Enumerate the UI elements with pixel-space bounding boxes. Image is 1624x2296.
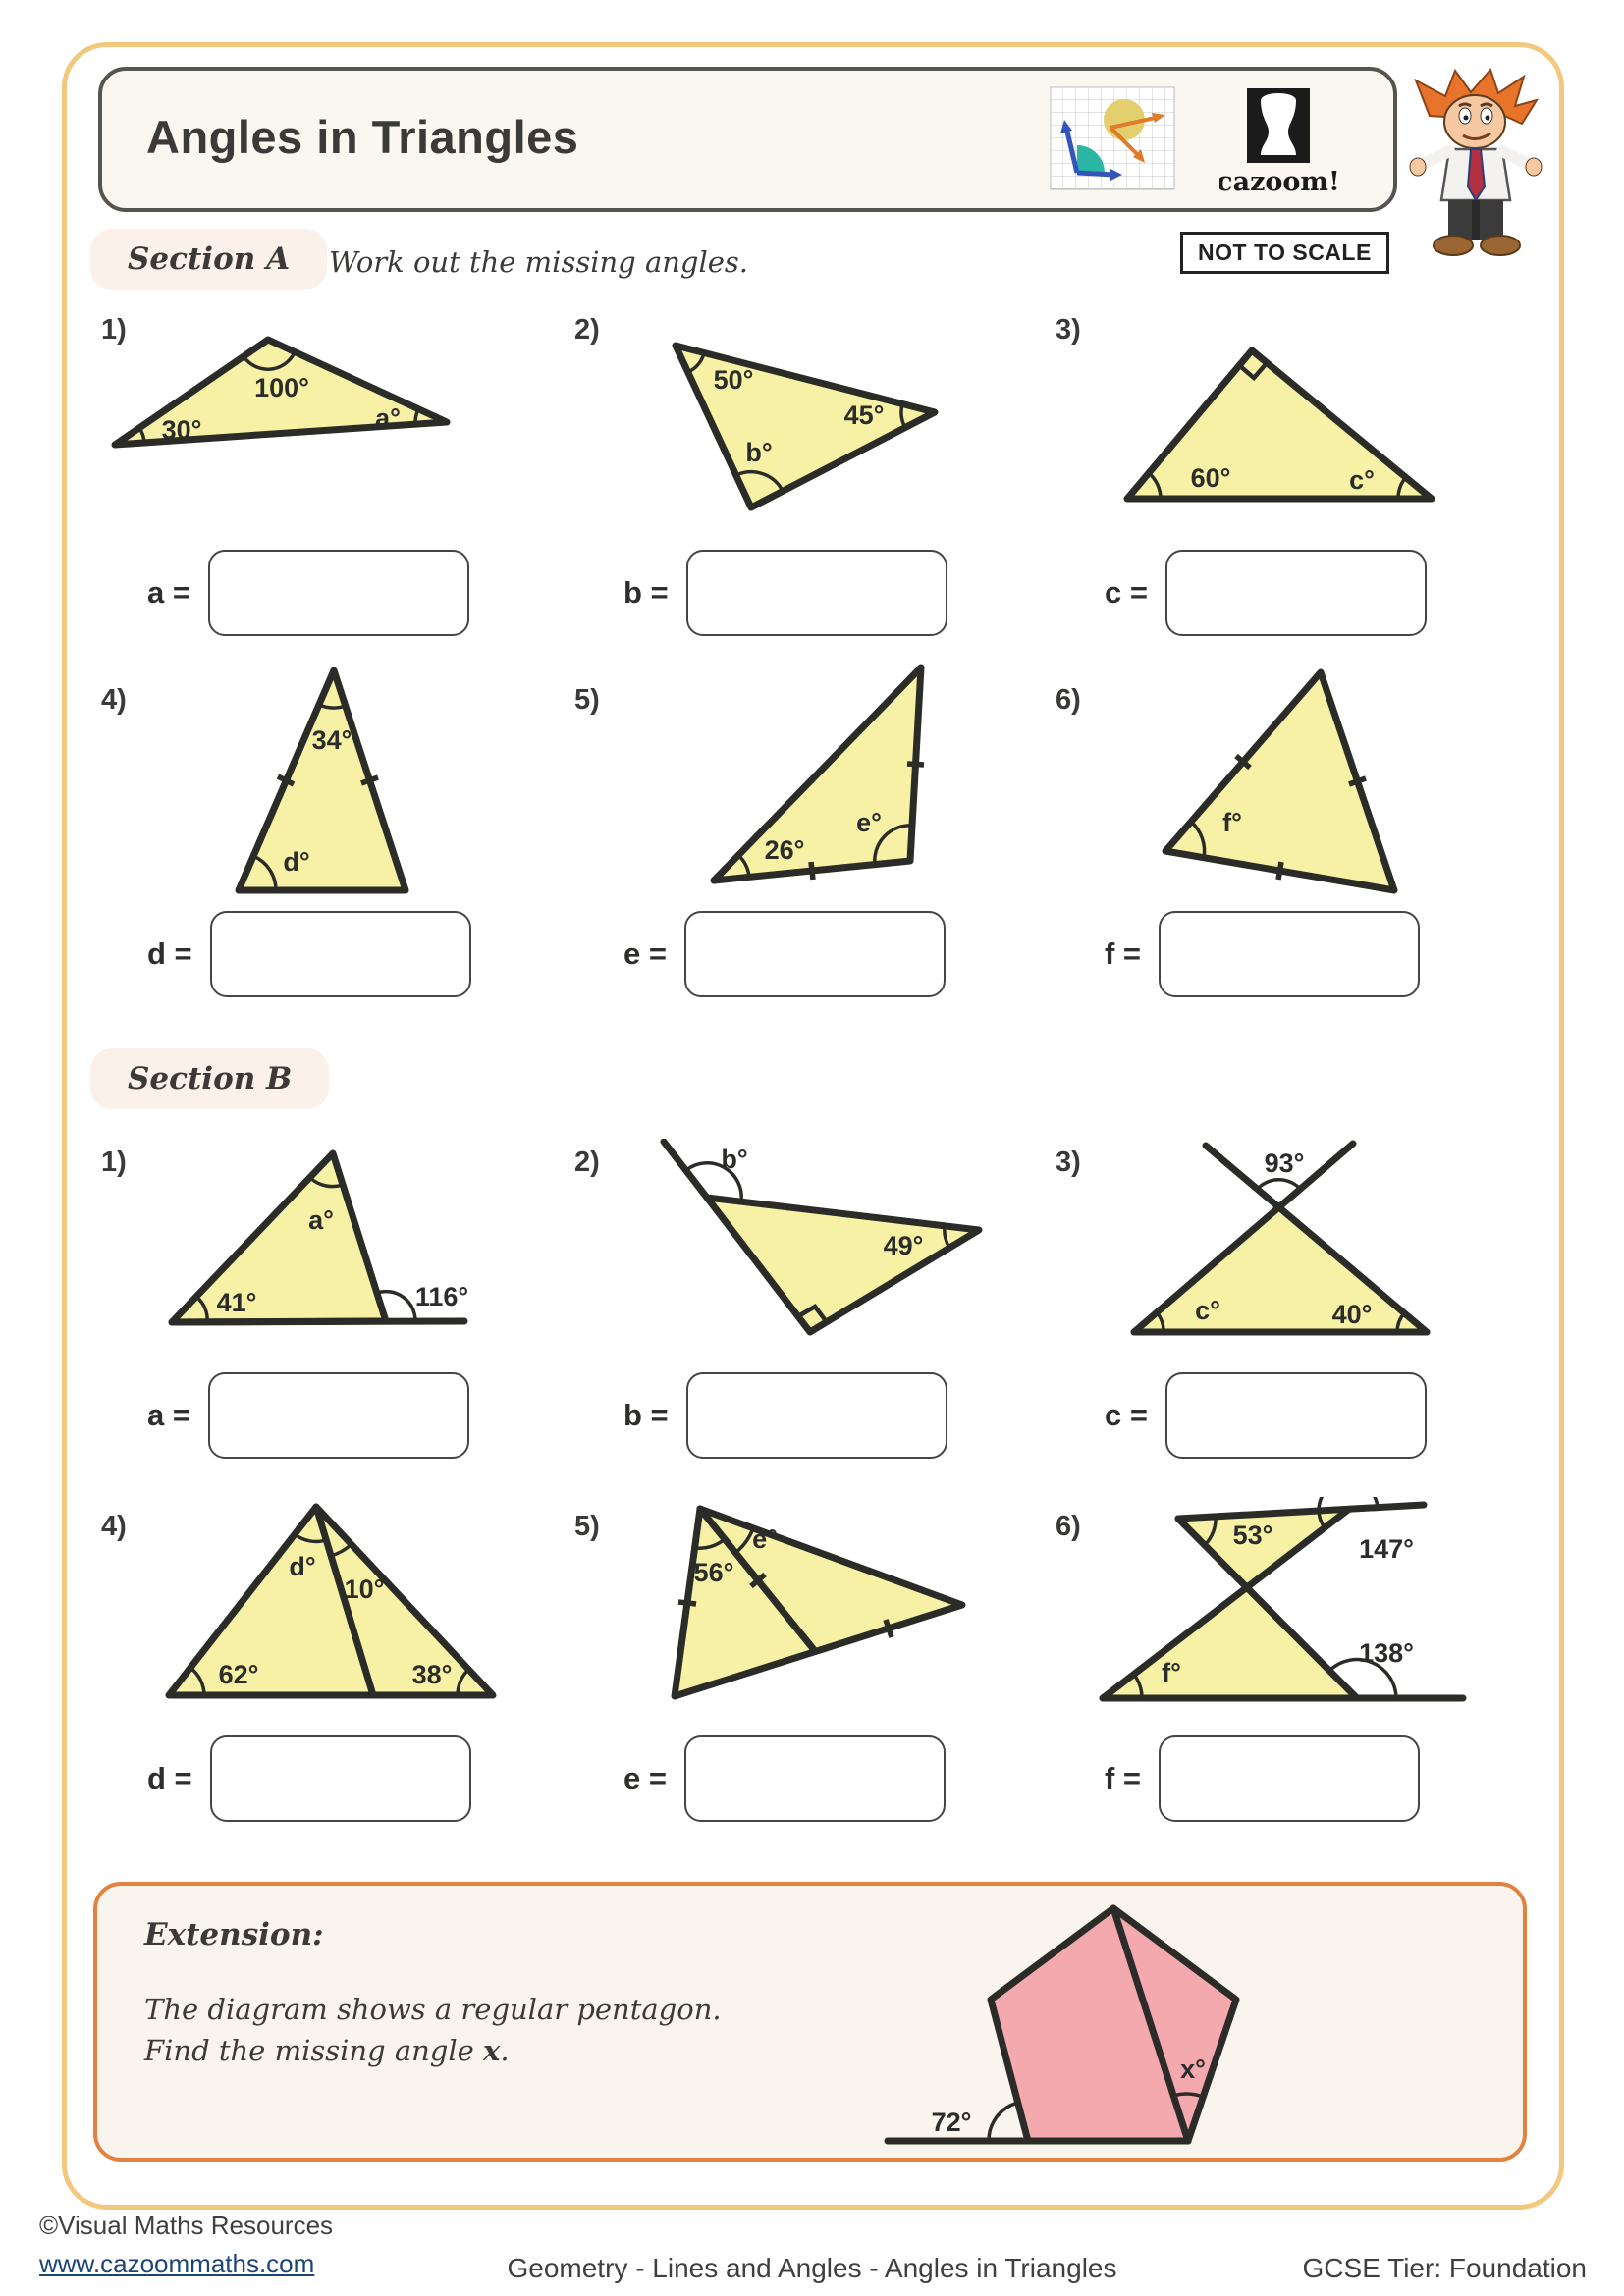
problem-a4: [93, 663, 545, 908]
answer-box-d[interactable]: [210, 911, 471, 997]
angle-label: f°: [1222, 808, 1242, 837]
extension-box: [93, 1882, 1527, 2162]
cazoom-logo: [1219, 88, 1337, 203]
cazoom-logo-text: cazoom!: [1219, 167, 1337, 197]
problem-number: 5): [574, 684, 600, 716]
answers-row-4: [93, 1735, 1483, 1822]
problem-a6: [1011, 663, 1483, 908]
problem-number: 2): [574, 314, 600, 346]
angle-label: 30°: [161, 415, 202, 445]
answer-box-a[interactable]: [208, 550, 469, 636]
angle-label: 147°: [1359, 1534, 1414, 1564]
problem-a2: [545, 275, 1011, 555]
angle-label: c°: [1195, 1296, 1220, 1325]
answer-e2: [545, 1735, 1011, 1822]
not-to-scale-badge: NOT TO SCALE: [1180, 232, 1389, 274]
problem-number: 6): [1056, 1511, 1081, 1542]
problem-number: 3): [1056, 1147, 1081, 1178]
section-a-row-1: [93, 275, 1483, 555]
header: [98, 67, 1397, 212]
answers-row-1: [93, 550, 1483, 636]
problem-number: 4): [101, 684, 127, 716]
answer-label: d =: [147, 1761, 192, 1795]
angle-label: 138°: [1359, 1638, 1414, 1668]
problem-b1: [93, 1139, 545, 1379]
section-a-instruction: Work out the missing angles.: [329, 245, 749, 279]
answer-label: a =: [147, 1398, 190, 1432]
angle-label: c°: [1349, 465, 1375, 495]
figure-b3-triangle-crossing-lines: [1011, 1139, 1483, 1374]
angle-label: b°: [745, 438, 773, 467]
footer-copyright: ©Visual Maths Resources: [39, 2211, 334, 2240]
angle-label: a°: [375, 403, 401, 433]
extension-line1: The diagram shows a regular pentagon.: [144, 1993, 722, 2026]
angle-label: 72°: [931, 2108, 972, 2137]
answer-box-c[interactable]: [1165, 550, 1427, 636]
problem-b6: [1011, 1497, 1483, 1737]
angle-label: x°: [1180, 2055, 1206, 2084]
angle-label: 50°: [713, 365, 754, 395]
answer-c2: [1011, 1372, 1483, 1459]
problem-a3: [1011, 275, 1483, 555]
answer-box-f2[interactable]: [1159, 1735, 1420, 1822]
angle-label: 116°: [414, 1282, 469, 1311]
angle-label: 60°: [1190, 463, 1231, 493]
angle-label: e°: [856, 808, 882, 837]
extension-line2-prefix: Find the missing angle: [144, 2034, 484, 2067]
figure-a4-triangle: [93, 663, 545, 906]
problem-number: 1): [101, 314, 127, 346]
angle-label: 34°: [311, 725, 352, 755]
answer-a: [93, 550, 545, 636]
footer-topic: Geometry - Lines and Angles - Angles in Triangles: [507, 2253, 1117, 2283]
angle-label: 10°: [344, 1575, 385, 1604]
angle-label: b°: [721, 1145, 748, 1174]
angle-label: 93°: [1264, 1148, 1305, 1178]
figure-a6-triangle: [1011, 663, 1483, 906]
extension-text: [144, 1989, 722, 2071]
problem-b5: [545, 1497, 1011, 1737]
angle-label: 62°: [218, 1660, 259, 1689]
answer-label: d =: [147, 936, 192, 971]
answer-c: [1011, 550, 1483, 636]
figure-a2-triangle: [545, 275, 1011, 525]
answer-label: f =: [1105, 936, 1142, 971]
figure-b6-bowtie-triangles: [1011, 1497, 1483, 1737]
footer-tier: GCSE Tier: Foundation: [1302, 2253, 1587, 2283]
section-a-row-2: [93, 663, 1483, 908]
angles-diagram-icon: [1050, 86, 1175, 190]
section-b-row-1: [93, 1139, 1483, 1379]
answer-label: e =: [623, 936, 667, 971]
answer-box-b[interactable]: [686, 550, 947, 636]
angle-label: 53°: [1232, 1521, 1273, 1550]
answer-label: e =: [623, 1761, 667, 1795]
angle-label: f°: [1162, 1658, 1181, 1687]
answer-label: f =: [1105, 1761, 1142, 1795]
answer-label: c =: [1105, 1398, 1148, 1432]
problem-number: 2): [574, 1147, 600, 1178]
answer-label: c =: [1105, 575, 1148, 610]
figure-b4-triangle-cevian: [93, 1497, 545, 1723]
answers-row-3: [93, 1372, 1483, 1459]
answer-b2: [545, 1372, 1011, 1459]
angle-label: 49°: [883, 1231, 924, 1260]
angle-label: d°: [283, 847, 310, 877]
problem-number: 3): [1056, 314, 1081, 346]
problem-b2: [545, 1139, 1011, 1379]
angle-label: 38°: [411, 1660, 453, 1689]
extension-x: x: [483, 2034, 501, 2067]
answer-e: [545, 911, 1011, 997]
angle-label: 26°: [764, 835, 805, 865]
answer-box-a2[interactable]: [208, 1372, 469, 1459]
extension-line2-suffix: .: [500, 2034, 510, 2067]
angle-label: 56°: [693, 1558, 734, 1587]
page-title: Angles in Triangles: [146, 111, 579, 163]
answer-label: b =: [623, 575, 669, 610]
answer-box-e2[interactable]: [684, 1735, 946, 1822]
answer-box-f[interactable]: [1159, 911, 1420, 997]
angle-label: e°: [752, 1524, 778, 1554]
answer-b: [545, 550, 1011, 636]
figure-b5-triangle-cevian: [545, 1497, 1011, 1737]
answer-box-d2[interactable]: [210, 1735, 471, 1822]
angle-label: 100°: [254, 373, 309, 402]
answer-box-b2[interactable]: [686, 1372, 947, 1459]
problem-b4: [93, 1497, 545, 1737]
angle-label: d°: [289, 1552, 316, 1581]
answer-label: a =: [147, 575, 190, 610]
angle-label: 45°: [843, 400, 885, 430]
problem-number: 6): [1056, 684, 1081, 716]
problem-a1: [93, 275, 545, 555]
figure-pentagon: [873, 1886, 1344, 2161]
angle-label: a°: [308, 1205, 334, 1235]
figure-a1-triangle: [93, 275, 525, 525]
section-b-row-2: [93, 1497, 1483, 1737]
answer-a2: [93, 1372, 545, 1459]
problem-number: 4): [101, 1511, 127, 1542]
answer-d: [93, 911, 545, 997]
footer-website-link[interactable]: www.cazoommaths.com: [39, 2249, 315, 2278]
answers-row-2: [93, 911, 1483, 997]
mascot-character: [1402, 67, 1549, 268]
answer-box-e[interactable]: [684, 911, 946, 997]
problem-number: 1): [101, 1147, 127, 1178]
answer-box-c2[interactable]: [1165, 1372, 1427, 1459]
section-a-label: Section A: [90, 229, 327, 290]
problem-b3: [1011, 1139, 1483, 1379]
section-b-label: Section B: [90, 1048, 329, 1109]
answer-label: b =: [623, 1398, 669, 1432]
figure-a5-triangle: [545, 663, 1011, 906]
figure-a3-triangle: [1011, 275, 1483, 525]
problem-number: 5): [574, 1511, 600, 1542]
answer-d2: [93, 1735, 545, 1822]
answer-f2: [1011, 1735, 1483, 1822]
angle-label: 41°: [216, 1288, 257, 1317]
answer-f: [1011, 911, 1483, 997]
problem-a5: [545, 663, 1011, 908]
extension-title: Extension:: [144, 1917, 324, 1952]
figure-b2-triangle-exterior-angle: [545, 1139, 1011, 1379]
angle-label: 40°: [1331, 1300, 1373, 1329]
figure-b1-triangle-exterior-angle: [93, 1139, 545, 1374]
